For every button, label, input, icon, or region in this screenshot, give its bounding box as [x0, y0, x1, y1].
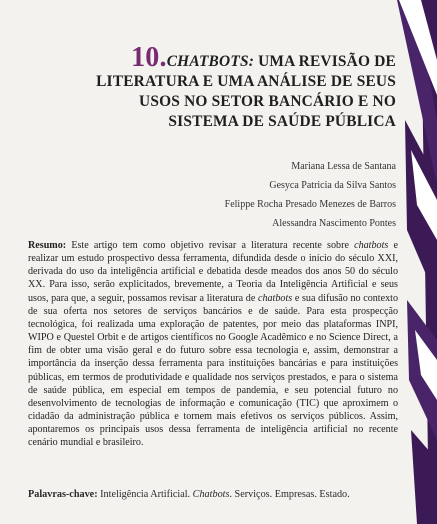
author-name: Felippe Rocha Presado Menezes de Barros [224, 199, 396, 210]
abstract-text: e sua difusão no contexto de sua oferta nos setores de serviços bancários e de saúde. Para esta prospecção tecnológica, foi realizada uma exploração de patentes, por meio das plataformas INPI, WIPO e Questel Orbit e de artigos científicos no Google Acadêmico e no Science Direct, a fim de obter uma visão geral e do futuro sobre essa tecnologia e, assim, demonstrar a importância da inserção dessa ferramenta para instituições bancárias e para instituições públicas, em termos de produtividade e qualidade nos serviços prestados, e para o sistema de saúde pública, em especial em tempos de pandemia, e seu potencial futuro no desenvolvimento de tecnologias de informação e comunicação (TIC) que aproximem o cidadão da administração pública e tornem mais efetivos os serviços públicos. Assim, apontaremos os principais usos dessa ferramenta de inteligência artificial no recente cenário mundial e brasileiro. [28, 292, 398, 449]
title-line-3: USOS NO SETOR BANCÁRIO E NO [139, 93, 396, 110]
keyword-emphasis: Chatbots [192, 489, 230, 500]
author-name: Gesyca Patricia da Silva Santos [269, 180, 396, 191]
abstract-emphasis: chatbots [257, 292, 293, 304]
author-name: Alessandra Nascimento Pontes [272, 218, 396, 229]
title-line-4: SISTEMA DE SAÚDE PÚBLICA [168, 113, 396, 130]
chapter-title [84, 42, 396, 132]
title-line-2: LITERATURA E UMA ANÁLISE DE SEUS [96, 73, 396, 90]
abstract-emphasis: chatbots [354, 240, 389, 251]
keyword-text: . Serviços. Empresas. Estado. [229, 489, 350, 500]
abstract [28, 239, 398, 450]
author-name: Mariana Lessa de Santana [291, 161, 396, 172]
title-line-1: UMA REVISÃO DE [254, 53, 396, 70]
chapter-number: 10. [131, 42, 167, 73]
abstract-paragraph [28, 239, 398, 450]
keywords [28, 488, 398, 501]
abstract-text: e realizar um estudo prospectivo dessa ferramenta, difundida desde o início do século XXI, derivada do uso da inteligência artificial e debatida desde meados dos anos 50 do século XX. Para isso, serão explicitados, brevemente, a Teoria da Inteligência Artificial e seus usos, para que, a seguir, possamos revisar a literatura de [28, 240, 398, 304]
keyword-text: Inteligência Artificial. [97, 489, 193, 500]
keywords-label: Palavras-chave: [28, 489, 98, 500]
title-italic-word: CHATBOTS: [166, 53, 255, 70]
abstract-text: Este artigo tem como objetivo revisar a literatura recente sobre [66, 240, 355, 251]
author-list [96, 157, 396, 233]
abstract-label: Resumo: [28, 240, 67, 251]
